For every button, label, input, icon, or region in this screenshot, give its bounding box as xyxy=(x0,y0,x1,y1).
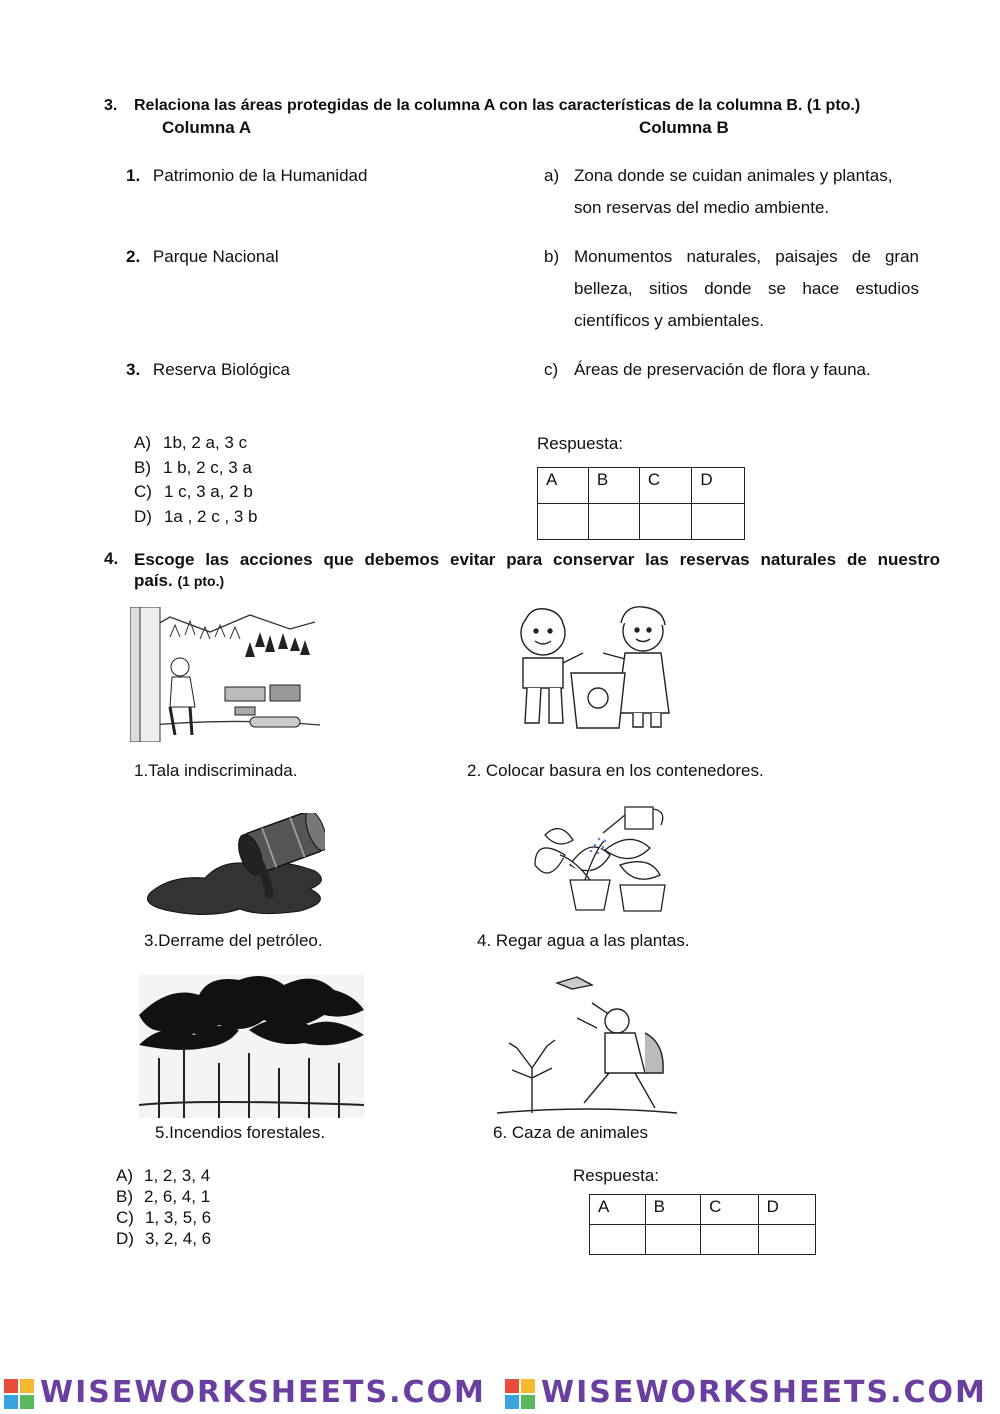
col-b-item-a xyxy=(544,160,919,224)
option-letter: B) xyxy=(134,457,151,477)
col-b-letter: c) xyxy=(544,360,559,379)
answer-header-a: A xyxy=(538,468,589,504)
col-b-item-b xyxy=(544,241,919,337)
option-letter: B) xyxy=(116,1187,133,1206)
option-letter: C) xyxy=(116,1208,134,1227)
col-a-item-text: Patrimonio de la Humanidad xyxy=(152,166,368,185)
col-b-item-c xyxy=(544,354,919,386)
col-b-letter: b) xyxy=(544,247,560,266)
q4-title-line2: país. xyxy=(134,571,173,590)
caption-4: 4. Regar agua a las plantas. xyxy=(477,931,690,950)
q3-option-b[interactable] xyxy=(134,456,258,481)
answer-header-a: A xyxy=(590,1195,646,1225)
footer-watermark xyxy=(0,1375,1000,1413)
answer-cell-b[interactable] xyxy=(645,1225,701,1255)
col-a-item-number: 3. xyxy=(126,360,141,379)
answer-cell-d[interactable] xyxy=(692,504,745,540)
col-b-line: Zona donde se cuidan animales y plantas, xyxy=(574,166,893,185)
wise-logo-icon xyxy=(505,1379,535,1409)
q3-option-a[interactable] xyxy=(134,431,258,456)
answer-cell-a[interactable] xyxy=(590,1225,646,1255)
q4-title xyxy=(134,549,940,592)
recycling-kids-icon xyxy=(503,603,683,733)
option-letter: A) xyxy=(116,1166,133,1185)
q3-option-c[interactable] xyxy=(134,480,258,505)
answer-header-c: C xyxy=(701,1195,758,1225)
option-letter: D) xyxy=(134,506,152,526)
column-b-header: Columna B xyxy=(639,118,729,137)
q4-option-c[interactable] xyxy=(116,1207,211,1228)
option-text: 2, 6, 4, 1 xyxy=(144,1187,211,1206)
col-b-line: Áreas de preservación de flora y fauna. xyxy=(574,360,871,379)
col-b-line: son reservas del medio ambiente. xyxy=(574,198,830,217)
q4-option-d[interactable] xyxy=(116,1228,211,1249)
col-b-line: belleza, sitios donde se hace estudios xyxy=(574,279,919,298)
q4-option-b[interactable] xyxy=(116,1186,211,1207)
option-text: 1 b, 2 c, 3 a xyxy=(163,457,252,477)
col-b-line: Monumentos naturales, paisajes de gran xyxy=(574,247,919,266)
hunter-icon xyxy=(497,973,677,1123)
q4-number: 4. xyxy=(104,549,119,568)
option-letter: A) xyxy=(134,433,151,452)
caption-2: 2. Colocar basura en los contenedores. xyxy=(467,761,764,780)
caption-3: 3.Derrame del petróleo. xyxy=(144,931,323,950)
option-text: 1a , 2 c , 3 b xyxy=(163,506,258,526)
answer-cell-a[interactable] xyxy=(538,504,589,540)
q4-title-line1: Escoge las acciones que debemos evitar para conservar las reservas naturales de nuestro xyxy=(134,550,940,569)
column-a-header: Columna A xyxy=(162,118,252,137)
col-b-line: científicos y ambientales. xyxy=(574,311,764,330)
oil-spill-icon xyxy=(140,813,325,928)
option-letter: C) xyxy=(134,482,152,501)
col-a-item-2 xyxy=(126,241,279,273)
option-text: 1, 2, 3, 4 xyxy=(144,1166,211,1185)
answer-header-b: B xyxy=(645,1195,701,1225)
q4-points: (1 pto.) xyxy=(177,573,225,589)
answer-header-c: C xyxy=(639,468,692,504)
option-text: 1 c, 3 a, 2 b xyxy=(163,482,253,501)
footer-logo-text-2: WISEWORKSHEETS.COM xyxy=(541,1375,987,1410)
answer-cell-c[interactable] xyxy=(639,504,692,540)
q3-options xyxy=(134,431,258,529)
q3-answer-table xyxy=(537,467,745,540)
col-a-item-number: 2. xyxy=(126,247,141,266)
q4-option-a[interactable] xyxy=(116,1165,211,1186)
col-a-item-3 xyxy=(126,354,290,386)
logging-icon xyxy=(130,607,320,742)
q4-answer-table xyxy=(589,1194,816,1255)
q4-options xyxy=(116,1165,211,1249)
answer-header-b: B xyxy=(588,468,639,504)
q3-option-d[interactable] xyxy=(134,505,258,530)
q3-respuesta-label: Respuesta: xyxy=(537,434,623,453)
answer-header-d: D xyxy=(692,468,745,504)
q3-title: Relaciona las áreas protegidas de la columna A con las características de la columna B. (1 pto.) xyxy=(134,97,861,114)
watering-plants-icon xyxy=(525,795,690,920)
option-text: 1, 3, 5, 6 xyxy=(144,1208,212,1227)
answer-cell-d[interactable] xyxy=(758,1225,815,1255)
answer-cell-b[interactable] xyxy=(588,504,639,540)
caption-6: 6. Caza de animales xyxy=(493,1123,648,1142)
col-a-item-1 xyxy=(126,160,367,192)
footer-logo-text: WISEWORKSHEETS.COM xyxy=(40,1375,486,1410)
option-letter: D) xyxy=(116,1229,134,1248)
answer-header-d: D xyxy=(758,1195,815,1225)
q4-respuesta-label: Respuesta: xyxy=(573,1166,659,1185)
caption-5: 5.Incendios forestales. xyxy=(155,1123,326,1142)
col-b-letter: a) xyxy=(544,166,560,185)
col-a-item-number: 1. xyxy=(126,166,141,185)
q3-number: 3. xyxy=(104,97,118,114)
option-text: 3, 2, 4, 6 xyxy=(144,1229,212,1248)
col-a-item-text: Reserva Biológica xyxy=(152,360,290,379)
option-text: 1b, 2 a, 3 c xyxy=(163,433,248,452)
forest-fire-icon xyxy=(139,975,364,1118)
wise-logo-icon xyxy=(4,1379,34,1409)
caption-1: 1.Tala indiscriminada. xyxy=(134,761,298,780)
answer-cell-c[interactable] xyxy=(701,1225,758,1255)
col-a-item-text: Parque Nacional xyxy=(152,247,279,266)
